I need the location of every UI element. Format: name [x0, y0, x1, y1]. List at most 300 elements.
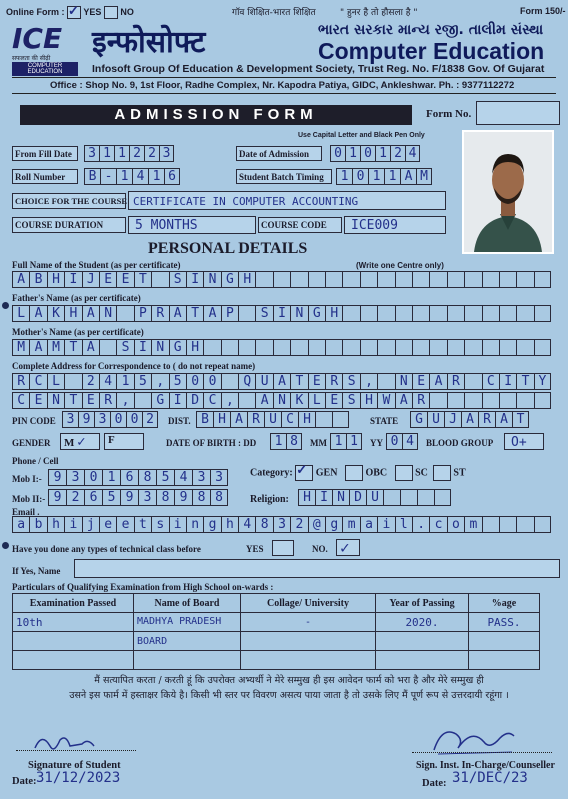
char-cell[interactable] [516, 516, 533, 533]
char-cell[interactable]: A [203, 305, 220, 322]
row1-percentage[interactable]: PASS. [469, 613, 540, 632]
char-cell[interactable]: B [84, 168, 100, 185]
char-cell[interactable] [342, 339, 359, 356]
char-cell[interactable]: 0 [126, 411, 142, 428]
char-cell[interactable]: 3 [273, 516, 290, 533]
char-cell[interactable]: R [12, 373, 29, 390]
char-cell[interactable] [464, 305, 481, 322]
char-cell[interactable] [464, 271, 481, 288]
char-cell[interactable]: H [298, 411, 315, 428]
char-cell[interactable]: L [12, 305, 29, 322]
char-cell[interactable]: J [82, 271, 99, 288]
char-cell[interactable]: N [47, 392, 64, 409]
char-cell[interactable]: P [134, 305, 151, 322]
state-cells[interactable] [410, 411, 529, 428]
char-cell[interactable]: D [186, 392, 203, 409]
char-cell[interactable]: G [410, 411, 427, 428]
row1-year[interactable]: 2020. [376, 613, 469, 632]
char-cell[interactable] [238, 339, 255, 356]
char-cell[interactable]: 3 [94, 411, 110, 428]
char-cell[interactable] [255, 339, 272, 356]
char-cell[interactable]: C [482, 373, 499, 390]
char-cell[interactable]: H [360, 392, 377, 409]
char-cell[interactable] [238, 305, 255, 322]
char-cell[interactable]: 8 [156, 489, 174, 506]
char-cell[interactable]: A [29, 339, 46, 356]
char-cell[interactable]: R [99, 392, 116, 409]
char-cell[interactable]: M [12, 339, 29, 356]
if-yes-name-field[interactable] [74, 559, 560, 578]
char-cell[interactable] [325, 271, 342, 288]
counseller-date-value[interactable]: 31/DEC/23 [452, 770, 528, 786]
char-cell[interactable]: N [99, 305, 116, 322]
char-cell[interactable] [395, 339, 412, 356]
char-cell[interactable] [482, 305, 499, 322]
char-cell[interactable]: g [325, 516, 342, 533]
char-cell[interactable]: N [395, 373, 412, 390]
char-cell[interactable]: B [196, 411, 213, 428]
char-cell[interactable] [412, 271, 429, 288]
char-cell[interactable]: 0 [330, 145, 345, 162]
char-cell[interactable]: T [512, 411, 529, 428]
char-cell[interactable]: M [47, 339, 64, 356]
full-name-cells[interactable] [12, 271, 551, 288]
char-cell[interactable]: H [64, 305, 81, 322]
mob2-cells[interactable] [48, 489, 228, 506]
char-cell[interactable] [383, 489, 400, 506]
char-cell[interactable]: G [169, 339, 186, 356]
char-cell[interactable] [377, 373, 394, 390]
char-cell[interactable] [395, 271, 412, 288]
char-cell[interactable]: 8 [138, 469, 156, 486]
char-cell[interactable]: 9 [48, 489, 66, 506]
char-cell[interactable]: S [342, 373, 359, 390]
char-cell[interactable]: R [412, 392, 429, 409]
char-cell[interactable]: Q [238, 373, 255, 390]
char-cell[interactable]: 3 [138, 489, 156, 506]
mob1-cells[interactable] [48, 469, 228, 486]
course-duration-field[interactable]: 5 MONTHS [128, 216, 256, 234]
gender-female-option[interactable]: F [104, 433, 144, 450]
char-cell[interactable]: b [29, 516, 46, 533]
char-cell[interactable]: A [429, 373, 446, 390]
char-cell[interactable]: 1 [116, 373, 133, 390]
char-cell[interactable]: T [186, 305, 203, 322]
char-cell[interactable]: 0 [110, 411, 126, 428]
char-cell[interactable]: 4 [238, 516, 255, 533]
char-cell[interactable]: 2 [66, 489, 84, 506]
char-cell[interactable]: P [221, 305, 238, 322]
char-cell[interactable]: T [290, 373, 307, 390]
char-cell[interactable] [99, 339, 116, 356]
row2-year[interactable] [376, 632, 469, 651]
char-cell[interactable]: N [290, 305, 307, 322]
char-cell[interactable]: 3 [66, 469, 84, 486]
char-cell[interactable]: t [134, 516, 151, 533]
char-cell[interactable]: T [134, 271, 151, 288]
char-cell[interactable]: A [230, 411, 247, 428]
dob-mm-cells[interactable] [330, 433, 362, 450]
from-fill-date-cells[interactable] [84, 145, 174, 162]
char-cell[interactable] [273, 271, 290, 288]
char-cell[interactable]: E [99, 271, 116, 288]
char-cell[interactable] [332, 411, 349, 428]
char-cell[interactable]: 0 [352, 168, 368, 185]
char-cell[interactable]: 8 [286, 433, 302, 450]
char-cell[interactable]: I [499, 373, 516, 390]
form-no-field[interactable] [476, 101, 560, 125]
char-cell[interactable]: U [427, 411, 444, 428]
char-cell[interactable] [447, 305, 464, 322]
char-cell[interactable]: 3 [159, 145, 174, 162]
char-cell[interactable] [308, 271, 325, 288]
char-cell[interactable]: 1 [345, 145, 360, 162]
char-cell[interactable] [342, 271, 359, 288]
char-cell[interactable]: I [273, 305, 290, 322]
char-cell[interactable]: I [64, 271, 81, 288]
char-cell[interactable]: L [47, 373, 64, 390]
char-cell[interactable]: U [366, 489, 383, 506]
char-cell[interactable] [499, 305, 516, 322]
char-cell[interactable]: j [82, 516, 99, 533]
char-cell[interactable] [464, 392, 481, 409]
char-cell[interactable]: 0 [386, 433, 402, 450]
char-cell[interactable]: 1 [336, 168, 352, 185]
char-cell[interactable]: 2 [144, 145, 159, 162]
char-cell[interactable]: A [273, 373, 290, 390]
char-cell[interactable]: e [116, 516, 133, 533]
char-cell[interactable]: I [169, 392, 186, 409]
char-cell[interactable] [273, 339, 290, 356]
char-cell[interactable]: D [349, 489, 366, 506]
char-cell[interactable]: 1 [346, 433, 362, 450]
char-cell[interactable] [360, 339, 377, 356]
char-cell[interactable] [447, 392, 464, 409]
char-cell[interactable]: R [247, 411, 264, 428]
char-cell[interactable] [377, 271, 394, 288]
char-cell[interactable]: K [290, 392, 307, 409]
char-cell[interactable] [377, 339, 394, 356]
char-cell[interactable]: 9 [174, 489, 192, 506]
char-cell[interactable]: E [412, 373, 429, 390]
char-cell[interactable]: 6 [84, 489, 102, 506]
char-cell[interactable] [464, 339, 481, 356]
char-cell[interactable]: 4 [402, 433, 418, 450]
char-cell[interactable] [255, 271, 272, 288]
char-cell[interactable] [534, 392, 551, 409]
char-cell[interactable] [534, 516, 551, 533]
char-cell[interactable]: 2 [129, 145, 144, 162]
char-cell[interactable] [482, 516, 499, 533]
char-cell[interactable] [429, 392, 446, 409]
char-cell[interactable]: 4 [174, 469, 192, 486]
char-cell[interactable]: H [213, 411, 230, 428]
char-cell[interactable]: i [377, 516, 394, 533]
char-cell[interactable] [429, 305, 446, 322]
dob-yy-cells[interactable] [386, 433, 418, 450]
char-cell[interactable]: 5 [156, 469, 174, 486]
char-cell[interactable] [434, 489, 451, 506]
char-cell[interactable]: 5 [102, 489, 120, 506]
char-cell[interactable]: U [255, 373, 272, 390]
char-cell[interactable] [499, 271, 516, 288]
char-cell[interactable] [417, 489, 434, 506]
char-cell[interactable] [221, 373, 238, 390]
char-cell[interactable]: 4 [132, 168, 148, 185]
char-cell[interactable] [64, 373, 81, 390]
char-cell[interactable]: 3 [210, 469, 228, 486]
gender-male-option[interactable]: M ✓ [60, 433, 100, 450]
char-cell[interactable]: 2 [142, 411, 158, 428]
char-cell[interactable]: K [47, 305, 64, 322]
char-cell[interactable]: U [264, 411, 281, 428]
char-cell[interactable] [516, 271, 533, 288]
char-cell[interactable] [315, 411, 332, 428]
choice-course-field[interactable]: CERTIFICATE IN COMPUTER ACCOUNTING [128, 191, 446, 210]
char-cell[interactable]: 3 [192, 469, 210, 486]
char-cell[interactable]: G [308, 305, 325, 322]
char-cell[interactable]: 1 [375, 145, 390, 162]
char-cell[interactable]: S [255, 305, 272, 322]
row2-percentage[interactable] [469, 632, 540, 651]
char-cell[interactable] [482, 271, 499, 288]
online-yes-checkbox[interactable] [67, 6, 81, 19]
row3-exam[interactable] [13, 651, 134, 670]
char-cell[interactable]: Y [534, 373, 551, 390]
address-line-2[interactable] [12, 392, 551, 409]
char-cell[interactable]: E [82, 392, 99, 409]
char-cell[interactable]: N [203, 271, 220, 288]
char-cell[interactable]: , [360, 373, 377, 390]
char-cell[interactable]: R [151, 305, 168, 322]
char-cell[interactable]: 0 [360, 145, 375, 162]
char-cell[interactable]: I [134, 339, 151, 356]
char-cell[interactable]: . [412, 516, 429, 533]
row1-exam[interactable]: 10th [13, 613, 134, 632]
char-cell[interactable] [203, 339, 220, 356]
char-cell[interactable]: 3 [84, 145, 99, 162]
char-cell[interactable]: S [116, 339, 133, 356]
char-cell[interactable]: 5 [134, 373, 151, 390]
technical-yes-box[interactable] [272, 540, 294, 556]
char-cell[interactable]: n [186, 516, 203, 533]
char-cell[interactable]: 6 [164, 168, 180, 185]
char-cell[interactable] [395, 305, 412, 322]
char-cell[interactable]: R [478, 411, 495, 428]
mother-name-cells[interactable] [12, 339, 551, 356]
char-cell[interactable]: G [151, 392, 168, 409]
char-cell[interactable] [325, 339, 342, 356]
char-cell[interactable]: a [360, 516, 377, 533]
char-cell[interactable] [499, 392, 516, 409]
char-cell[interactable]: 1 [148, 168, 164, 185]
char-cell[interactable]: A [400, 168, 416, 185]
char-cell[interactable]: 1 [330, 433, 346, 450]
char-cell[interactable]: 1 [99, 145, 114, 162]
date-of-admission-cells[interactable] [330, 145, 420, 162]
char-cell[interactable]: H [47, 271, 64, 288]
technical-no-box[interactable]: ✓ [336, 539, 360, 556]
char-cell[interactable]: I [315, 489, 332, 506]
char-cell[interactable]: 2 [82, 373, 99, 390]
char-cell[interactable]: i [64, 516, 81, 533]
char-cell[interactable]: 1 [368, 168, 384, 185]
char-cell[interactable]: h [221, 516, 238, 533]
batch-timing-cells[interactable] [336, 168, 432, 185]
char-cell[interactable]: c [429, 516, 446, 533]
char-cell[interactable]: , [221, 392, 238, 409]
char-cell[interactable] [360, 305, 377, 322]
char-cell[interactable]: A [395, 392, 412, 409]
char-cell[interactable]: T [64, 392, 81, 409]
category-st-checkbox[interactable] [433, 465, 451, 481]
row2-college[interactable] [241, 632, 376, 651]
blood-group-field[interactable]: O+ [504, 433, 544, 450]
row1-college[interactable]: - [241, 613, 376, 632]
char-cell[interactable]: l [395, 516, 412, 533]
char-cell[interactable] [360, 271, 377, 288]
char-cell[interactable]: h [47, 516, 64, 533]
char-cell[interactable] [151, 271, 168, 288]
religion-cells[interactable] [298, 489, 451, 506]
char-cell[interactable] [429, 271, 446, 288]
char-cell[interactable]: e [99, 516, 116, 533]
char-cell[interactable]: , [151, 373, 168, 390]
char-cell[interactable] [134, 392, 151, 409]
char-cell[interactable] [400, 489, 417, 506]
char-cell[interactable]: J [444, 411, 461, 428]
char-cell[interactable]: 4 [99, 373, 116, 390]
char-cell[interactable]: A [255, 392, 272, 409]
char-cell[interactable]: M [416, 168, 432, 185]
char-cell[interactable]: N [151, 339, 168, 356]
char-cell[interactable] [516, 305, 533, 322]
char-cell[interactable] [516, 339, 533, 356]
row2-board[interactable]: BOARD [134, 632, 241, 651]
char-cell[interactable] [482, 339, 499, 356]
char-cell[interactable] [534, 305, 551, 322]
char-cell[interactable]: H [238, 271, 255, 288]
char-cell[interactable]: I [186, 271, 203, 288]
char-cell[interactable]: A [169, 305, 186, 322]
char-cell[interactable]: C [12, 392, 29, 409]
char-cell[interactable]: E [308, 373, 325, 390]
char-cell[interactable]: m [464, 516, 481, 533]
email-cells[interactable] [12, 516, 551, 533]
char-cell[interactable]: 1 [102, 469, 120, 486]
char-cell[interactable]: E [325, 392, 342, 409]
char-cell[interactable]: A [495, 411, 512, 428]
roll-number-cells[interactable] [84, 168, 180, 185]
address-line-1[interactable] [12, 373, 551, 390]
char-cell[interactable]: @ [308, 516, 325, 533]
char-cell[interactable]: A [12, 271, 29, 288]
char-cell[interactable] [308, 339, 325, 356]
char-cell[interactable]: A [29, 305, 46, 322]
char-cell[interactable] [290, 339, 307, 356]
char-cell[interactable]: s [151, 516, 168, 533]
char-cell[interactable]: 9 [78, 411, 94, 428]
char-cell[interactable]: 1 [384, 168, 400, 185]
pin-code-cells[interactable] [62, 411, 158, 428]
char-cell[interactable]: 5 [169, 373, 186, 390]
char-cell[interactable]: L [308, 392, 325, 409]
char-cell[interactable]: C [29, 373, 46, 390]
char-cell[interactable]: g [203, 516, 220, 533]
char-cell[interactable] [447, 271, 464, 288]
char-cell[interactable]: 4 [405, 145, 420, 162]
online-no-checkbox[interactable] [104, 6, 118, 19]
row3-college[interactable] [241, 651, 376, 670]
char-cell[interactable]: 3 [62, 411, 78, 428]
dob-dd-cells[interactable] [270, 433, 302, 450]
char-cell[interactable]: m [342, 516, 359, 533]
char-cell[interactable] [534, 271, 551, 288]
course-code-field[interactable]: ICE009 [344, 216, 446, 234]
category-gen-checkbox[interactable] [295, 465, 313, 481]
char-cell[interactable] [116, 305, 133, 322]
char-cell[interactable]: 1 [116, 168, 132, 185]
char-cell[interactable]: C [281, 411, 298, 428]
char-cell[interactable]: G [221, 271, 238, 288]
char-cell[interactable]: C [203, 392, 220, 409]
char-cell[interactable]: N [332, 489, 349, 506]
char-cell[interactable]: 9 [120, 489, 138, 506]
char-cell[interactable]: T [516, 373, 533, 390]
row1-board[interactable]: MADHYA PRADESH [134, 613, 241, 632]
char-cell[interactable]: T [64, 339, 81, 356]
char-cell[interactable]: E [29, 392, 46, 409]
char-cell[interactable] [482, 392, 499, 409]
char-cell[interactable]: 8 [210, 489, 228, 506]
category-obc-checkbox[interactable] [345, 465, 363, 481]
char-cell[interactable]: H [298, 489, 315, 506]
char-cell[interactable]: 6 [120, 469, 138, 486]
char-cell[interactable]: B [29, 271, 46, 288]
char-cell[interactable] [534, 339, 551, 356]
row3-year[interactable] [376, 651, 469, 670]
char-cell[interactable]: o [447, 516, 464, 533]
char-cell[interactable] [429, 339, 446, 356]
category-sc-checkbox[interactable] [395, 465, 413, 481]
char-cell[interactable]: - [100, 168, 116, 185]
char-cell[interactable] [516, 392, 533, 409]
char-cell[interactable]: R [447, 373, 464, 390]
char-cell[interactable]: E [116, 271, 133, 288]
row3-percentage[interactable] [469, 651, 540, 670]
char-cell[interactable]: 9 [48, 469, 66, 486]
char-cell[interactable] [221, 339, 238, 356]
char-cell[interactable]: 1 [270, 433, 286, 450]
char-cell[interactable]: H [186, 339, 203, 356]
char-cell[interactable]: a [12, 516, 29, 533]
char-cell[interactable]: 2 [290, 516, 307, 533]
char-cell[interactable]: A [461, 411, 478, 428]
char-cell[interactable]: A [82, 305, 99, 322]
char-cell[interactable] [464, 373, 481, 390]
char-cell[interactable]: H [325, 305, 342, 322]
char-cell[interactable] [412, 339, 429, 356]
char-cell[interactable]: 1 [114, 145, 129, 162]
char-cell[interactable]: A [82, 339, 99, 356]
char-cell[interactable] [377, 305, 394, 322]
char-cell[interactable]: S [342, 392, 359, 409]
char-cell[interactable]: N [273, 392, 290, 409]
char-cell[interactable]: , [116, 392, 133, 409]
char-cell[interactable]: S [169, 271, 186, 288]
student-date-value[interactable]: 31/12/2023 [36, 770, 121, 786]
char-cell[interactable]: 8 [192, 489, 210, 506]
